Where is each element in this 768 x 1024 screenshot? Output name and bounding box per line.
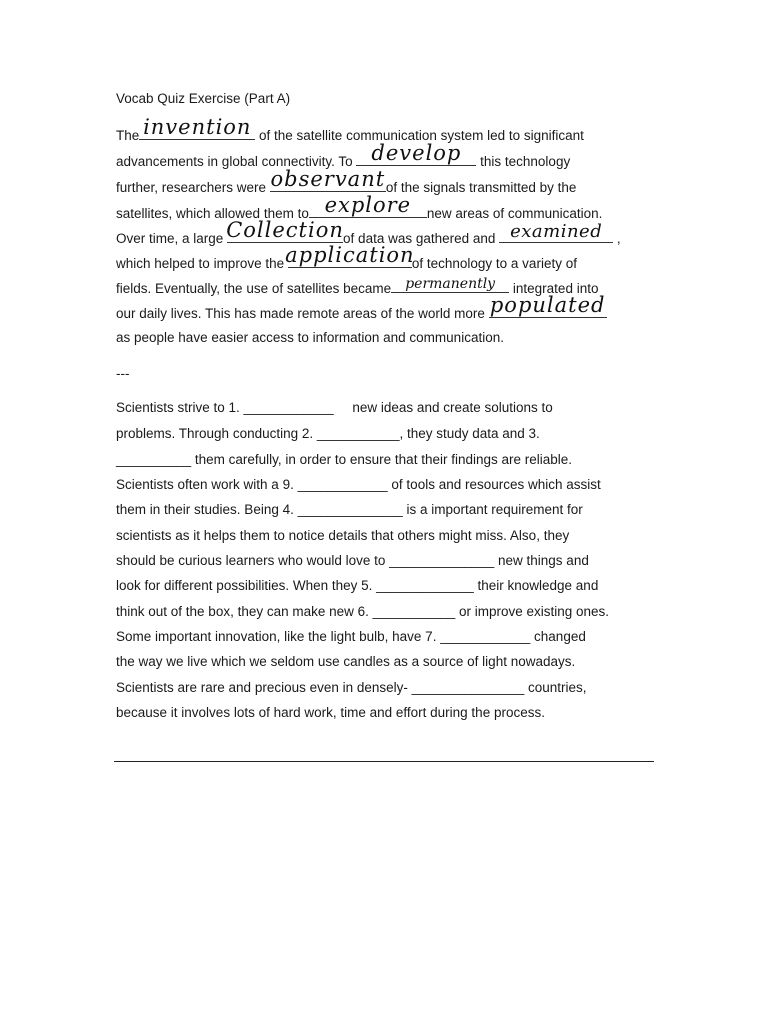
text: of technology to a variety of bbox=[411, 256, 577, 271]
text: which helped to improve the bbox=[116, 256, 288, 271]
text: of the signals transmitted by the bbox=[385, 180, 577, 195]
text: of data was gathered and bbox=[343, 231, 500, 246]
handwritten-answer: examined bbox=[510, 221, 603, 242]
answer-blank bbox=[270, 167, 386, 192]
answer-blank bbox=[391, 278, 509, 293]
text: further, researchers were bbox=[116, 180, 270, 195]
part-b-line: should be curious learners who would love to ______________ new things and bbox=[116, 553, 589, 568]
part-b-line: because it involves lots of hard work, time and effort during the process. bbox=[116, 705, 545, 720]
answer-blank bbox=[356, 141, 476, 166]
part-b-line: Scientists are rare and precious even in densely- _______________ countries, bbox=[116, 680, 587, 695]
text: this technology bbox=[476, 154, 571, 169]
part-b-line: think out of the box, they can make new 6. ___________ or improve existing ones. bbox=[116, 604, 610, 619]
handwritten-answer: observant bbox=[270, 167, 386, 191]
text: our daily lives. This has made remote areas of the world more bbox=[116, 306, 489, 321]
part-a-line-6 bbox=[116, 243, 577, 273]
part-b-line: them in their studies. Being 4. ______________ is a important requirement for bbox=[116, 502, 583, 517]
text: of the satellite communication system led to significant bbox=[255, 128, 584, 143]
part-a-line-9: as people have easier access to information and communication. bbox=[116, 330, 504, 345]
page-title: Vocab Quiz Exercise (Part A) bbox=[116, 91, 291, 106]
answer-blank bbox=[139, 115, 255, 140]
text: The bbox=[116, 128, 140, 143]
part-b-line: scientists as it helps them to notice details that others might miss. Also, they bbox=[116, 528, 570, 543]
answer-blank bbox=[489, 293, 607, 318]
handwritten-answer: Collection bbox=[226, 218, 344, 242]
text: , bbox=[613, 231, 621, 246]
text: advancements in global connectivity. To bbox=[116, 154, 357, 169]
part-b-line: look for different possibilities. When they 5. _____________ their knowledge and bbox=[116, 578, 599, 593]
text: new areas of communication. bbox=[426, 206, 603, 221]
answer-blank bbox=[309, 193, 427, 218]
part-b-line: Scientists often work with a 9. ____________ of tools and resources which assist bbox=[116, 477, 601, 492]
part-b-line: __________ them carefully, in order to ensure that their findings are reliable. bbox=[116, 452, 573, 467]
handwritten-answer: explore bbox=[324, 193, 412, 217]
answer-blank bbox=[285, 243, 415, 268]
part-b-line: Scientists strive to 1. ____________ new ideas and create solutions to bbox=[116, 400, 553, 415]
answer-blank bbox=[499, 221, 613, 243]
handwritten-answer: permanently bbox=[405, 276, 496, 292]
horizontal-rule bbox=[114, 761, 654, 762]
text: Over time, a large bbox=[116, 231, 228, 246]
handwritten-answer: application bbox=[285, 243, 415, 267]
section-separator: --- bbox=[116, 366, 130, 381]
part-a-line-4 bbox=[116, 193, 603, 223]
handwritten-answer: populated bbox=[489, 293, 606, 317]
handwritten-answer: develop bbox=[371, 141, 462, 165]
part-b-line: the way we live which we seldom use candles as a source of light nowadays. bbox=[116, 654, 576, 669]
handwritten-answer: invention bbox=[143, 115, 252, 139]
text: integrated into bbox=[509, 281, 599, 296]
text: satellites, which allowed them to bbox=[116, 206, 309, 221]
part-a-line-8 bbox=[116, 293, 607, 323]
answer-blank bbox=[226, 218, 344, 243]
part-b-line: Some important innovation, like the light bulb, have 7. ____________ changed bbox=[116, 629, 586, 644]
part-b-line: problems. Through conducting 2. ___________, they study data and 3. bbox=[116, 426, 540, 441]
text: fields. Eventually, the use of satellites became bbox=[116, 281, 392, 296]
part-a-line-1 bbox=[116, 115, 584, 145]
